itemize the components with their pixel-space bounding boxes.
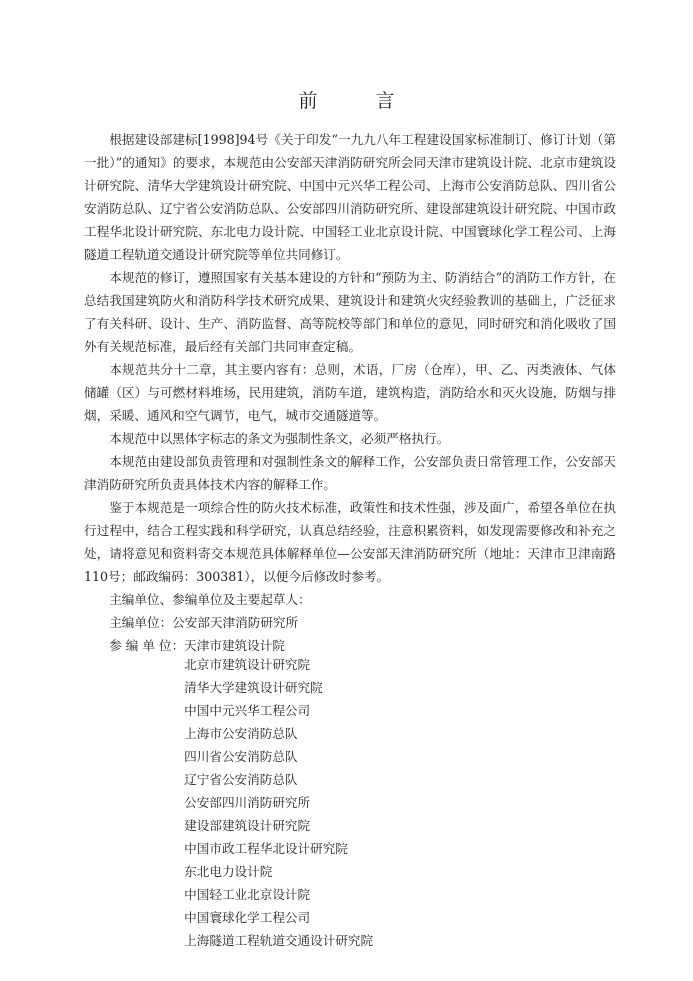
- chief-unit-line: [84, 611, 616, 634]
- participating-unit: 公安部四川消防研究所: [184, 795, 311, 810]
- participating-unit: 中国轻工业北京设计院: [184, 887, 311, 902]
- paragraph-2: 本规范的修订，遵照国家有关基本建设的方针和“预防为主、防消结合”的消防工作方针，在总结我国建筑防火和消防科学技术研究成果、建筑设计和建筑火灾经验教训的基础上，广泛征求了有关科研、设计、生产、消防监督、高等院校等部门和单位的意见，同时研究和消化吸收了国外有关规范标准，最后经有关部门共同审查定稿。: [84, 270, 616, 354]
- paragraph-4: 本规范中以黑体字标志的条文为强制性条文，必须严格执行。: [109, 431, 450, 446]
- page-title: 前 言: [298, 90, 421, 112]
- paragraph-5: 本规范由建设部负责管理和对强制性条文的解释工作，公安部负责日常管理工作，公安部天津消防研究所负责具体技术内容的解释工作。: [84, 454, 616, 492]
- participating-label: 参 编 单 位：: [109, 638, 185, 653]
- participating-unit: 四川省公安消防总队: [184, 749, 298, 764]
- participating-unit-first: 天津市建筑设计院: [184, 638, 285, 653]
- paragraph-1: 根据建设部建标[1998]94号《关于印发“一九九八年工程建设国家标准制订、修订计划（第一批）”的通知》的要求，本规范由公安部天津消防研究所会同天津市建筑设计院、北京市建筑设计研究院、清华大学建筑设计研究院、中国中元兴华工程公司、上海市公安消防总队、四川省公安消防总队、辽宁省公安消防总队、公安部四川消防研究所、建设部建筑设计研究院、中国市政工程华北设计研究院、东北电力设计院、中国轻工业北京设计院、中国寰球化学工程公司、上海隧道工程轨道交通设计研究院等单位共同修订。: [84, 132, 616, 262]
- paragraph-6: 鉴于本规范是一项综合性的防火技术标准，政策性和技术性强，涉及面广，希望各单位在执行过程中，结合工程实践和科学研究，认真总结经验，注意积累资料，如发现需要修改和补充之处，请将意见和资料寄交本规范具体解释单位—公安部天津消防研究所（地址：天津市卫津南路110号；邮政编码：300381），以便今后修改时参考。: [84, 500, 616, 584]
- participating-unit: 中国中元兴华工程公司: [184, 703, 311, 718]
- participating-unit: 上海隧道工程轨道交通设计研究院: [184, 933, 374, 948]
- participating-unit: 上海市公安消防总队: [184, 726, 298, 741]
- participating-unit: 中国市政工程华北设计研究院: [184, 841, 348, 856]
- participating-unit: 北京市建筑设计研究院: [184, 657, 311, 672]
- participating-unit: 东北电力设计院: [184, 864, 273, 879]
- chief-unit: 公安部天津消防研究所: [172, 615, 299, 630]
- preface-body: [84, 128, 616, 657]
- chief-unit-label: 主编单位：: [109, 615, 173, 630]
- participating-unit: 清华大学建筑设计研究院: [184, 680, 323, 695]
- participating-units-list: [184, 653, 373, 952]
- editors-heading: 主编单位、参编单位及主要起草人：: [109, 592, 311, 607]
- participating-unit: 中国寰球化学工程公司: [184, 910, 311, 925]
- paragraph-3: 本规范共分十二章，其主要内容有：总则，术语，厂房（仓库），甲、乙、丙类液体、气体储罐（区）与可燃材料堆场，民用建筑，消防车道，建筑构造，消防给水和灭火设施，防烟与排烟，采暖、通风和空气调节，电气，城市交通隧道等。: [84, 362, 616, 423]
- participating-unit: 建设部建筑设计研究院: [184, 818, 311, 833]
- participating-unit: 辽宁省公安消防总队: [184, 772, 298, 787]
